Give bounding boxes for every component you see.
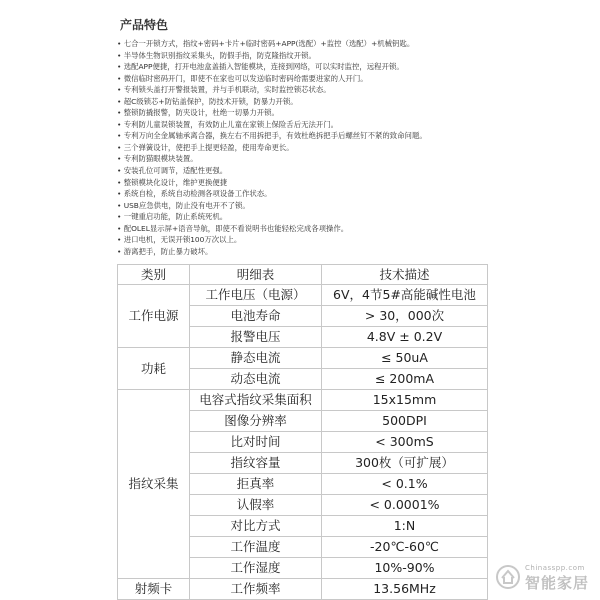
feature-item: • 专利防猫眼模块装置。 xyxy=(117,154,198,164)
spec-description: 300枚（可扩展） xyxy=(322,453,488,474)
feature-item: • 一键重启功能，防止系统死机。 xyxy=(117,212,228,222)
spec-item: 认假率 xyxy=(190,495,322,516)
spec-item: 电容式指纹采集面积 xyxy=(190,390,322,411)
spec-category: 功耗 xyxy=(118,348,190,390)
spec-description: 1:N xyxy=(322,516,488,537)
spec-category: 工作电源 xyxy=(118,285,190,348)
feature-item: • 选配APP便捷，打开电池盒盖插入智能模块，连接到网络，可以实时监控，远程开锁。 xyxy=(117,62,404,72)
feature-item: • 专利防儿童误锁装置，有效防止儿童在家锁上保险舌后无法开门。 xyxy=(117,119,339,129)
spec-item: 工作湿度 xyxy=(190,558,322,579)
spec-description: 500DPI xyxy=(322,411,488,432)
spec-item: 工作电压（电源） xyxy=(190,285,322,306)
spec-category: 射频卡 xyxy=(118,579,190,600)
site-watermark xyxy=(495,556,595,598)
watermark-title: 智能家居 xyxy=(525,574,590,592)
spec-item: 比对时间 xyxy=(190,432,322,453)
feature-item: • 专利万向全金属轴承离合器，换左右不用拆把手，有效杜绝拆把手后螺丝钉不紧的致命问题。 xyxy=(117,131,427,141)
spec-category: 指纹采集 xyxy=(118,390,190,579)
spec-item: 对比方式 xyxy=(190,516,322,537)
feature-item: • 微信临时密码开门，即使不在家也可以发送临时密码给需要进家的人开门。 xyxy=(117,73,368,83)
spec-table xyxy=(117,264,488,600)
feature-item: • 整锁模块化设计，维护更换便捷 xyxy=(117,177,228,187)
spec-description: ≤ 50uA xyxy=(322,348,488,369)
spec-item: 工作频率 xyxy=(190,579,322,600)
feature-item: • 三个弹簧设计，使把手上提更轻盈，使用寿命更长。 xyxy=(117,142,294,152)
spec-row xyxy=(118,285,488,306)
header-description: 技术描述 xyxy=(322,265,488,285)
feature-item: • 安装孔位可调节，适配性更强。 xyxy=(117,166,228,176)
header-category: 类别 xyxy=(118,265,190,285)
spec-description: -20℃-60℃ xyxy=(322,537,488,558)
spec-description: 4.8V ± 0.2V xyxy=(322,327,488,348)
feature-item: • 七合一开锁方式，指纹+密码+卡片+临时密码+APP(选配）+监控（选配）+机械钥匙。 xyxy=(117,39,415,48)
spec-row xyxy=(118,348,488,369)
spec-item: 指纹容量 xyxy=(190,453,322,474)
feature-list xyxy=(117,38,537,257)
spec-description: > 30，000次 xyxy=(322,306,488,327)
spec-item: 动态电流 xyxy=(190,369,322,390)
feature-item: • 配OLEL显示屏+语音导航，即使不看说明书也能轻松完成各项操作。 xyxy=(117,223,349,233)
spec-table-header-row xyxy=(118,265,488,285)
spec-item: 图像分辨率 xyxy=(190,411,322,432)
spec-description: 13.56MHz xyxy=(322,579,488,600)
spec-description: 10%-90% xyxy=(322,558,488,579)
feature-item: • 专利锁头盖打开警报装置，并与手机联动，实时监控锁芯状态。 xyxy=(117,85,331,95)
spec-row xyxy=(118,579,488,600)
spec-description: ≤ 200mA xyxy=(322,369,488,390)
spec-description: < 0.1% xyxy=(322,474,488,495)
header-detail: 明细表 xyxy=(190,265,322,285)
watermark-logo-icon xyxy=(495,564,521,590)
spec-description: 15x15mm xyxy=(322,390,488,411)
spec-item: 静态电流 xyxy=(190,348,322,369)
spec-item: 电池寿命 xyxy=(190,306,322,327)
spec-item: 报警电压 xyxy=(190,327,322,348)
feature-item: • USB应急供电，防止没有电开不了锁。 xyxy=(117,200,250,210)
spec-description: < 300mS xyxy=(322,432,488,453)
feature-item: • 半导体生物识别指纹采集头，防假手指，防克隆指纹开锁。 xyxy=(117,50,316,60)
feature-item: • 进口电机，无误开锁100万次以上。 xyxy=(117,235,242,245)
spec-item: 工作温度 xyxy=(190,537,322,558)
spec-item: 拒真率 xyxy=(190,474,322,495)
feature-item: • 超C级锁芯+防钻盖保护，防技术开锁，防暴力开锁。 xyxy=(117,96,298,106)
spec-description: 6V，4节5#高能碱性电池 xyxy=(322,285,488,306)
feature-item: • 游离把手，防止暴力破坏。 xyxy=(117,246,213,256)
spec-description: < 0.0001% xyxy=(322,495,488,516)
feature-item: • 系统自检，系统自动检测各项设备工作状态。 xyxy=(117,189,272,199)
feature-item: • 整锁防撬报警，防夹设计，杜绝一切暴力开锁。 xyxy=(117,108,279,118)
section-title: 产品特色 xyxy=(120,18,169,32)
watermark-site: Chinasspp.com xyxy=(525,564,585,572)
spec-row xyxy=(118,390,488,411)
